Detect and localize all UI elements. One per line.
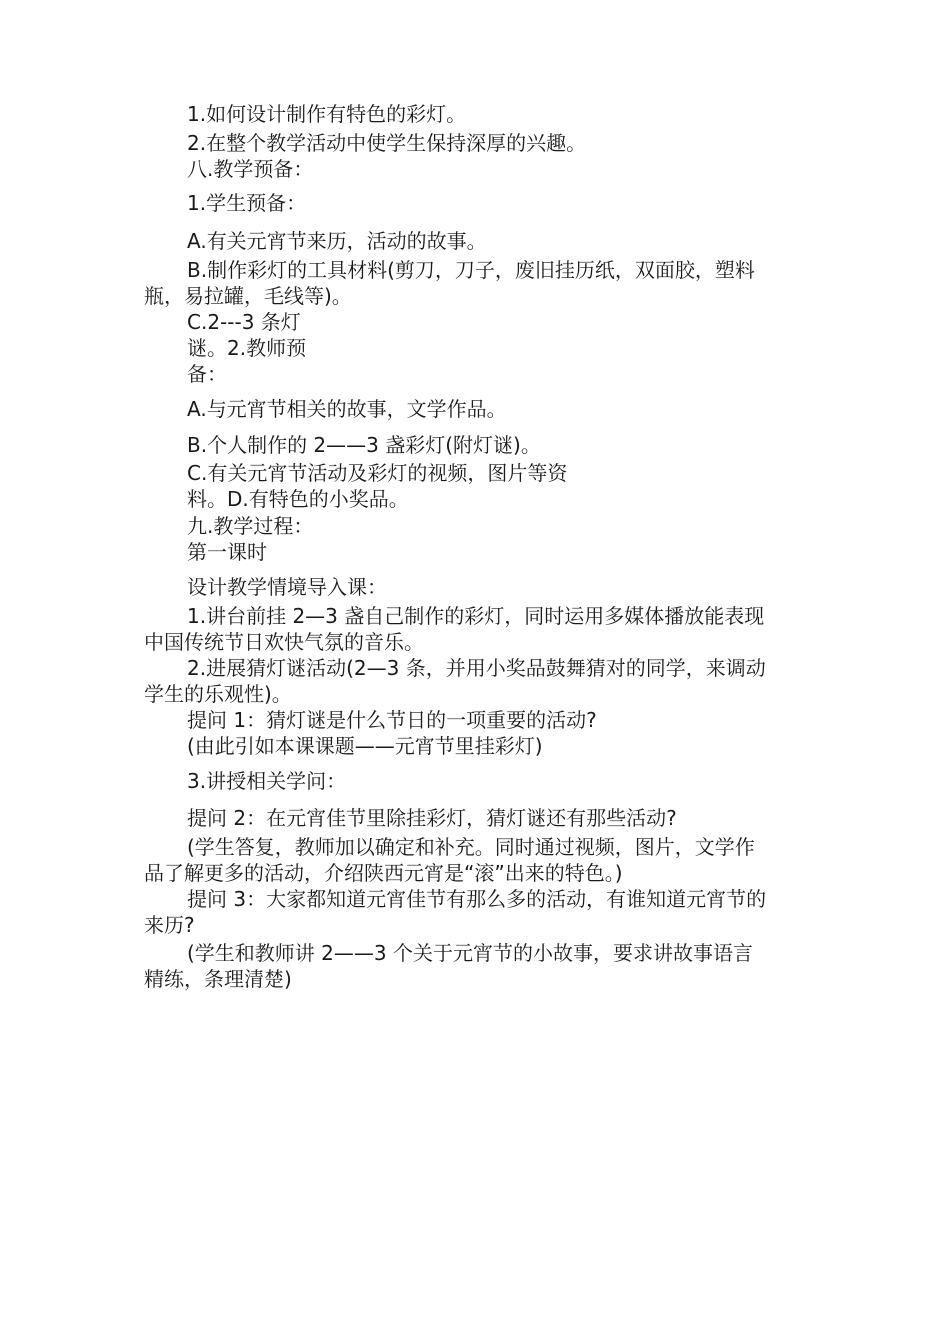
text-line: 1.学生预备： <box>187 191 307 215</box>
text-line: 3.讲授相关学问： <box>187 769 347 793</box>
text-line: B.制作彩灯的工具材料(剪刀，刀子，废旧挂历纸，双面胶，塑料 <box>187 258 755 282</box>
section-heading: 八.教学预备： <box>187 157 314 181</box>
text-line: C.有关元宵节活动及彩灯的视频，图片等资 <box>187 461 568 485</box>
text-line: 提问 2：在元宵佳节里除挂彩灯，猜灯谜还有那些活动? <box>187 806 677 830</box>
text-line: 设计教学情境导入课： <box>187 575 387 599</box>
text-line: A.与元宵节相关的故事，文学作品。 <box>187 397 507 421</box>
text-line: 来历? <box>144 913 195 937</box>
text-line: 料。D.有特色的小奖品。 <box>187 487 409 511</box>
text-line: 2.在整个教学活动中使学生保持深厚的兴趣。 <box>187 131 587 155</box>
text-line: (学生和教师讲 2——3 个关于元宵节的小故事，要求讲故事语言 <box>187 941 753 965</box>
section-heading: 九.教学过程： <box>187 514 314 538</box>
text-line: C.2---3 条灯 <box>187 310 301 334</box>
text-line: 提问 3：大家都知道元宵佳节有那么多的活动，有谁知道元宵节的 <box>187 887 767 911</box>
text-line: 精练，条理清楚) <box>144 967 292 991</box>
text-line: 瓶，易拉罐，毛线等)。 <box>144 284 352 308</box>
text-line: (由此引如本课课题——元宵节里挂彩灯) <box>187 734 543 758</box>
text-line: 备： <box>187 362 227 386</box>
text-line: 1.讲台前挂 2—3 盏自己制作的彩灯，同时运用多媒体播放能表现 <box>187 604 765 628</box>
text-line: 谜。2.教师预 <box>187 336 307 360</box>
text-line: 学生的乐观性)。 <box>144 682 292 706</box>
text-line: 品了解更多的活动，介绍陕西元宵是“滚”出来的特色。) <box>144 861 623 885</box>
text-line: 第一课时 <box>187 540 267 564</box>
text-line: B.个人制作的 2——3 盏彩灯(附灯谜)。 <box>187 433 541 457</box>
text-line: 1.如何设计制作有特色的彩灯。 <box>187 102 467 126</box>
text-line: 2.进展猜灯谜活动(2—3 条，并用小奖品鼓舞猜对的同学，来调动 <box>187 656 766 680</box>
text-line: A.有关元宵节来历，活动的故事。 <box>187 229 487 253</box>
text-line: (学生答复，教师加以确定和补充。同时通过视频，图片，文学作 <box>187 835 755 859</box>
text-line: 提问 1：猜灯谜是什么节日的一项重要的活动? <box>187 708 597 732</box>
text-line: 中国传统节日欢快气氛的音乐。 <box>144 630 424 654</box>
